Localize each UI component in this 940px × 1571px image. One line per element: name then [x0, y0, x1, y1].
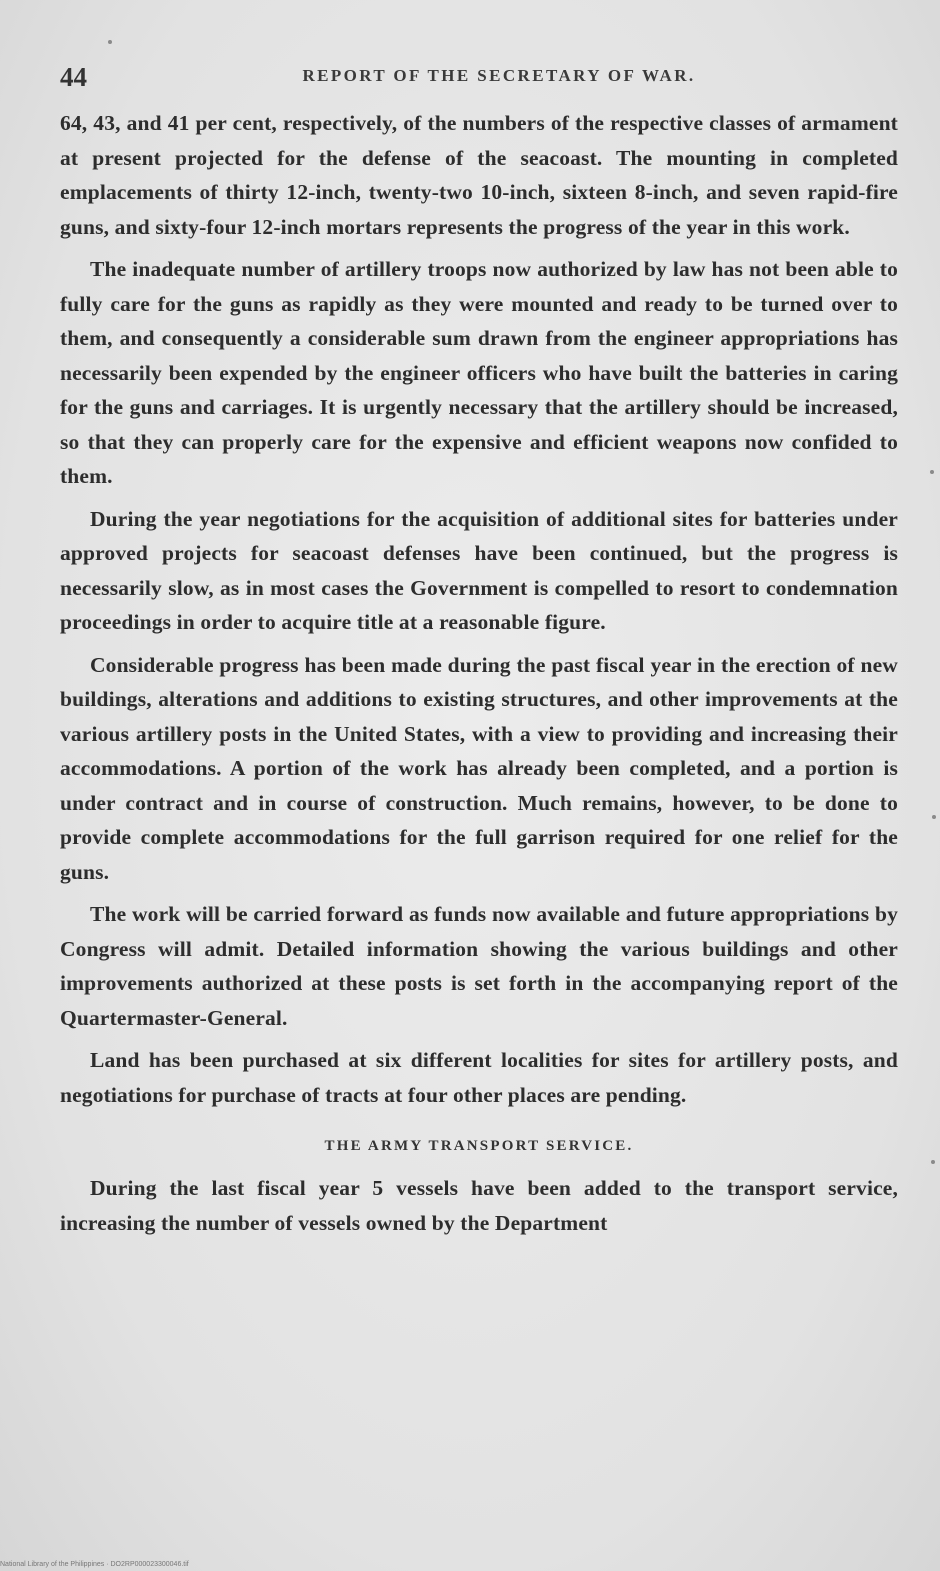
- scan-speck: [108, 40, 112, 44]
- paragraph: The work will be carried forward as funds now available and future appropriations by Congress will admit. Detailed information showing the various buildings and other improvements authorized at these posts is set forth in the accompanying report of the Quartermaster-General.: [60, 902, 898, 1030]
- scan-speck: [932, 815, 936, 819]
- page-header: [60, 62, 898, 92]
- section-paragraph: During the last fiscal year 5 vessels have been added to the transport service, increasing the number of vessels owned by the Department: [60, 1176, 898, 1235]
- paragraph: During the year negotiations for the acquisition of additional sites for batteries under approved projects for seacoast defenses have been continued, but the progress is necessarily slow, as in most cases the Government is compelled to resort to condemnation proceedings in order to acquire title at a reasonable figure.: [60, 506, 898, 634]
- scan-footer: National Library of the Philippines · DO2RP000023300046.tif: [0, 1561, 189, 1568]
- scan-speck: [930, 470, 934, 474]
- paragraph: The inadequate number of artillery troops now authorized by law has not been able to fully care for the guns as rapidly as they were mounted and ready to be turned over to them, and consequently a considerable sum drawn from the engineer appropriations has necessarily been expended by the engineer officers who have built the batteries in caring for the guns and carriages. It is urgently necessary that the artillery should be increased, so that they can properly care for the expensive and efficient weapons now confided to them.: [60, 257, 898, 488]
- section-heading: THE ARMY TRANSPORT SERVICE.: [324, 1138, 634, 1154]
- running-head: REPORT OF THE SECRETARY OF WAR.: [302, 66, 696, 85]
- body-text: [60, 106, 898, 1248]
- paragraph: 64, 43, and 41 per cent, respectively, of the numbers of the respective classes of armament at present projected for the defense of the seacoast. The mounting in completed emplacements of thirty 12-inch, twenty-two 10-inch, sixteen 8-inch, and seven rapid-fire guns, and sixty-four 12-inch mortars represents the progress of the year in this work.: [60, 111, 898, 239]
- page-number: 44: [60, 62, 87, 92]
- scan-speck: [931, 1160, 935, 1164]
- paragraph: Land has been purchased at six different localities for sites for artillery posts, and negotiations for purchase of tracts at four other places are pending.: [60, 1048, 898, 1107]
- paragraph: Considerable progress has been made during the past fiscal year in the erection of new buildings, alterations and additions to existing structures, and other improvements at the various artillery posts in the United States, with a view to providing and increasing their accommodations. A portion of the work has already been completed, and a portion is under contract and in course of construction. Much remains, however, to be done to provide complete accommodations for the full garrison required for one relief for the guns.: [60, 652, 898, 884]
